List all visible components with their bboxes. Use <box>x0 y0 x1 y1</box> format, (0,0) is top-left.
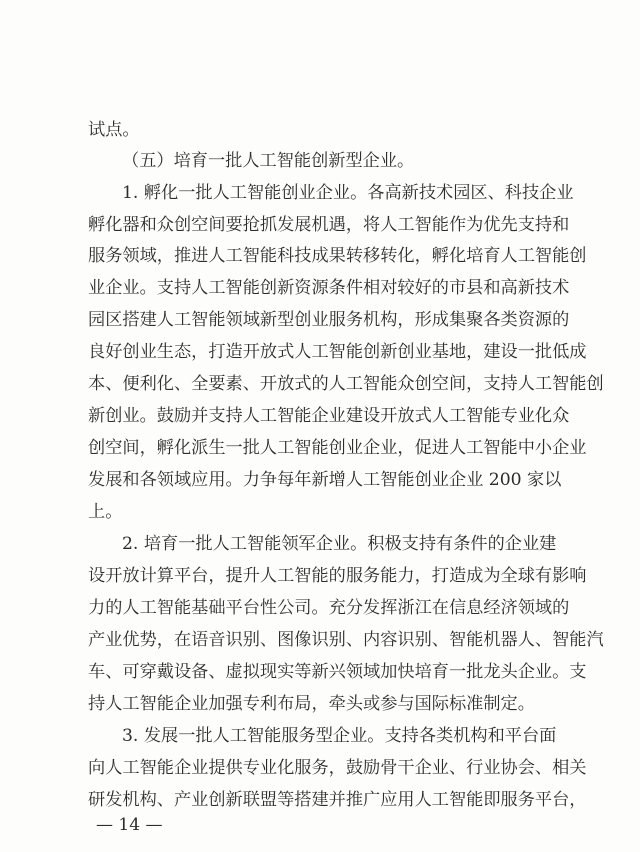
text-line: 孵化器和众创空间要抢抓发展机遇，将人工智能作为优先支持和 <box>88 215 570 235</box>
text-line: 业企业。支持人工智能创新资源条件相对较好的市县和高新技术 <box>88 278 570 298</box>
text-line: 创空间，孵化派生一批人工智能创业企业，促进人工智能中小企业 <box>88 438 587 458</box>
text-line: 本、便利化、全要素、开放式的人工智能众创空间，支持人工智能创 <box>88 374 604 394</box>
text-line: 3. 发展一批人工智能服务型企业。支持各类机构和平台面 <box>122 726 557 746</box>
text-line: 上。 <box>88 502 123 522</box>
text-line: 产业优势，在语音识别、图像识别、内容识别、智能机器人、智能汽 <box>88 630 604 650</box>
text-line: 1. 孵化一批人工智能创业企业。各高新技术园区、科技企业 <box>122 183 574 203</box>
text-line: 车、可穿戴设备、虚拟现实等新兴领域加快培育一批龙头企业。支 <box>88 662 587 682</box>
text-line: 试点。 <box>88 120 140 140</box>
text-line: 服务领域，推进人工智能科技成果转移转化，孵化培育人工智能创 <box>88 246 587 266</box>
text-line: 发展和各领域应用。力争每年新增人工智能创业企业 200 家以 <box>88 470 562 490</box>
text-line: 2. 培育一批人工智能领军企业。积极支持有条件的企业建 <box>122 534 557 554</box>
text-line: 研发机构、产业创新联盟等搭建并推广应用人工智能即服务平台， <box>88 790 587 810</box>
page-number: — 14 — <box>96 815 163 835</box>
text-line: 持人工智能企业加强专利布局，牵头或参与国际标准制定。 <box>88 694 535 714</box>
text-line: 园区搭建人工智能领域新型创业服务机构，形成集聚各类资源的 <box>88 310 570 330</box>
text-line: 力的人工智能基础平台性公司。充分发挥浙江在信息经济领域的 <box>88 598 570 618</box>
text-line: 设开放计算平台，提升人工智能的服务能力，打造成为全球有影响 <box>88 566 587 586</box>
text-line: 新创业。鼓励并支持人工智能企业建设开放式人工智能专业化众 <box>88 406 570 426</box>
text-line: 良好创业生态，打造开放式人工智能创新创业基地，建设一批低成 <box>88 342 587 362</box>
section-heading: （五）培育一批人工智能创新型企业。 <box>122 151 415 171</box>
text-line: 向人工智能企业提供专业化服务，鼓励骨干企业、行业协会、相关 <box>88 758 587 778</box>
